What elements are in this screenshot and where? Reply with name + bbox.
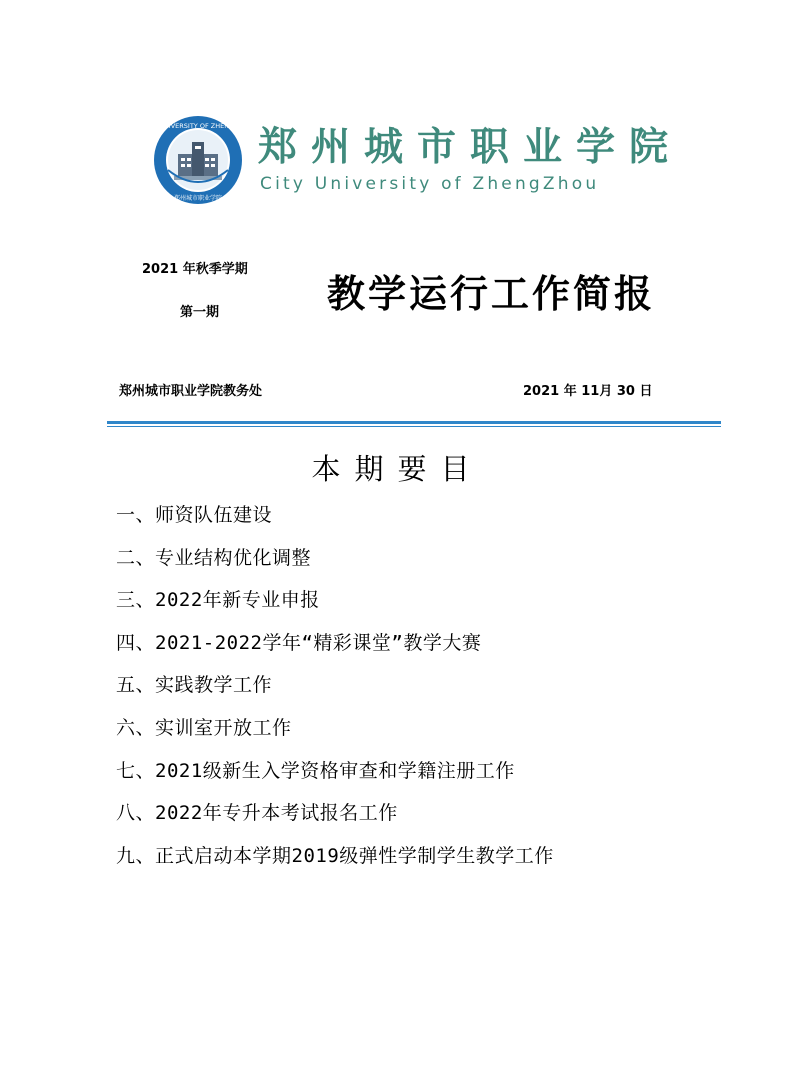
issue-number: 第一期 xyxy=(180,305,220,320)
toc-item: 四、2021-2022学年“精彩课堂”教学大赛 xyxy=(116,631,482,654)
term-label: 2021 年秋季学期 xyxy=(142,262,248,277)
university-logo xyxy=(142,114,683,206)
toc-item: 二、专业结构优化调整 xyxy=(116,546,312,569)
header-divider-thick xyxy=(107,421,721,424)
toc-title: 本期要目 xyxy=(311,452,484,486)
toc-item: 九、正式启动本学期2019级弹性学制学生教学工作 xyxy=(116,844,554,867)
toc-item: 八、2022年专升本考试报名工作 xyxy=(116,802,398,825)
toc-item: 六、实训室开放工作 xyxy=(116,716,292,739)
toc-item: 七、2021级新生入学资格审查和学籍注册工作 xyxy=(116,759,515,782)
toc-item: 五、实践教学工作 xyxy=(116,674,273,697)
svg-text:CITY UNIVERSITY OF ZHENGZHOU: CITY UNIVERSITY OF ZHENGZHOU xyxy=(142,122,254,130)
logo-chinese-name: 郑州城市职业学院 xyxy=(258,124,683,170)
header-divider-thin xyxy=(107,426,721,427)
svg-text:郑州城市职业学院: 郑州城市职业学院 xyxy=(173,195,223,202)
bulletin-title: 教学运行工作简报 xyxy=(327,271,656,316)
toc-list xyxy=(116,500,554,883)
toc-item: 三、2022年新专业申报 xyxy=(116,589,320,612)
toc-item: 一、师资队伍建设 xyxy=(116,504,273,526)
university-seal-icon xyxy=(142,114,254,206)
logo-english-name: City University of ZhengZhou xyxy=(260,174,600,194)
issue-date: 2021 年 11月 30 日 xyxy=(523,384,653,399)
department-name: 郑州城市职业学院教务处 xyxy=(119,384,263,399)
